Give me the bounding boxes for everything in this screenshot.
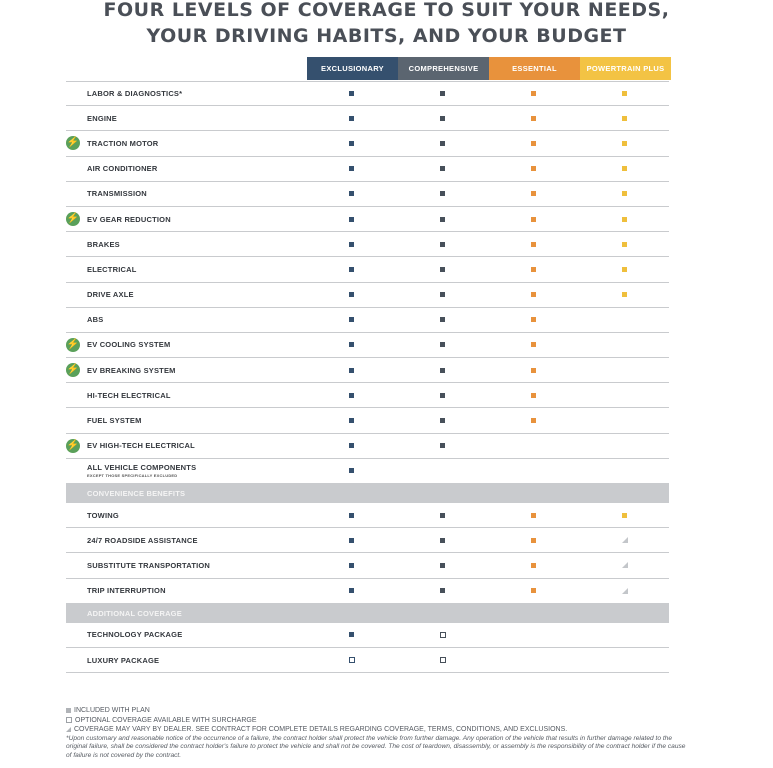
included-mark xyxy=(531,588,536,593)
included-mark xyxy=(622,267,627,272)
table-row xyxy=(66,106,669,131)
included-mark xyxy=(531,191,536,196)
table-row xyxy=(66,579,669,604)
included-mark xyxy=(531,141,536,146)
legend-dealer-text: COVERAGE MAY VARY BY DEALER. SEE CONTRACT FOR COMPLETE DETAILS REGARDING COVERAGE, TERMS, CONDITIONS, AND EXCLUSIONS. xyxy=(74,726,568,733)
included-mark xyxy=(440,217,445,222)
included-mark xyxy=(349,116,354,121)
table-row xyxy=(66,157,669,182)
included-mark xyxy=(349,538,354,543)
page-title xyxy=(0,0,773,49)
included-mark xyxy=(531,563,536,568)
included-mark xyxy=(531,292,536,297)
row-label xyxy=(87,257,137,281)
lightning-bolt-icon: ⚡ xyxy=(66,439,80,451)
row-label xyxy=(87,308,103,332)
section-label: CONVENIENCE BENEFITS xyxy=(87,489,186,498)
included-mark xyxy=(531,217,536,222)
row-label-text: LABOR & DIAGNOSTICS* xyxy=(87,89,183,99)
legend-optional-text: OPTIONAL COVERAGE AVAILABLE WITH SURCHARGE xyxy=(75,716,257,724)
included-mark xyxy=(349,563,354,568)
row-label xyxy=(87,648,159,672)
table-row xyxy=(66,283,669,308)
included-mark xyxy=(531,116,536,121)
row-label xyxy=(87,434,195,458)
legend-dealer xyxy=(66,725,686,735)
plan-header-powertrain-plus: POWERTRAIN PLUS xyxy=(580,57,671,80)
included-mark xyxy=(349,242,354,247)
row-label-text: FUEL SYSTEM xyxy=(87,416,142,426)
included-mark xyxy=(622,242,627,247)
row-label xyxy=(87,232,120,256)
included-mark xyxy=(349,368,354,373)
table-row xyxy=(66,648,669,673)
included-mark xyxy=(531,91,536,96)
row-label xyxy=(87,207,171,231)
included-mark xyxy=(531,242,536,247)
included-mark xyxy=(440,116,445,121)
included-mark xyxy=(622,141,627,146)
included-mark xyxy=(531,368,536,373)
lightning-bolt-icon: ⚡ xyxy=(66,338,80,350)
row-label xyxy=(87,553,210,577)
included-mark xyxy=(349,141,354,146)
row-label xyxy=(87,383,171,407)
included-mark xyxy=(349,588,354,593)
row-label xyxy=(87,358,176,382)
included-mark xyxy=(622,91,627,96)
included-mark xyxy=(440,242,445,247)
row-label-text: TOWING xyxy=(87,510,119,520)
included-mark xyxy=(440,317,445,322)
row-sublabel: EXCEPT THOSE SPECIFICALLY EXCLUDED xyxy=(87,473,178,479)
included-mark xyxy=(622,166,627,171)
table-row xyxy=(66,434,669,459)
included-mark xyxy=(440,443,445,448)
row-label xyxy=(87,503,119,527)
row-label xyxy=(87,408,142,432)
included-mark xyxy=(349,317,354,322)
included-mark xyxy=(440,342,445,347)
section-header xyxy=(66,484,669,503)
table-row xyxy=(66,257,669,282)
dealer-varies-mark xyxy=(622,562,628,568)
optional-mark xyxy=(440,632,446,638)
legend-included-text: INCLUDED WITH PLAN xyxy=(74,707,150,714)
row-label-text: EV HIGH-TECH ELECTRICAL xyxy=(87,441,195,451)
included-mark xyxy=(349,166,354,171)
row-label-text: EV GEAR REDUCTION xyxy=(87,214,171,224)
filled-square-icon xyxy=(66,708,71,713)
row-label xyxy=(87,182,147,206)
table-row xyxy=(66,383,669,408)
included-mark xyxy=(349,342,354,347)
included-mark xyxy=(531,393,536,398)
plan-header-comprehensive: COMPREHENSIVE xyxy=(398,57,489,80)
table-row xyxy=(66,333,669,358)
row-label-text: ALL VEHICLE COMPONENTS xyxy=(87,463,197,473)
row-label-text: HI-TECH ELECTRICAL xyxy=(87,390,171,400)
included-mark xyxy=(440,393,445,398)
included-mark xyxy=(622,116,627,121)
row-label xyxy=(87,459,196,483)
row-label-text: TRANSMISSION xyxy=(87,189,147,199)
title-line-1: FOUR LEVELS OF COVERAGE TO SUIT YOUR NEEDS, xyxy=(103,0,670,21)
coverage-table xyxy=(66,81,669,673)
table-row xyxy=(66,308,669,333)
triangle-icon xyxy=(66,727,71,732)
row-label-text: EV BREAKING SYSTEM xyxy=(87,365,176,375)
table-row xyxy=(66,207,669,232)
row-label-text: ENGINE xyxy=(87,113,117,123)
lightning-bolt-icon: ⚡ xyxy=(66,364,80,376)
table-row xyxy=(66,131,669,156)
row-label-text: LUXURY PACKAGE xyxy=(87,655,160,665)
included-mark xyxy=(531,538,536,543)
row-label xyxy=(87,131,158,155)
plan-header-exclusionary: EXCLUSIONARY xyxy=(307,57,398,80)
included-mark xyxy=(440,513,445,518)
included-mark xyxy=(440,166,445,171)
row-label-text: TRACTION MOTOR xyxy=(87,138,159,148)
row-label-text: ELECTRICAL xyxy=(87,264,137,274)
row-label-text: ABS xyxy=(87,315,104,325)
included-mark xyxy=(440,588,445,593)
included-mark xyxy=(440,538,445,543)
included-mark xyxy=(531,267,536,272)
included-mark xyxy=(622,292,627,297)
included-mark xyxy=(349,267,354,272)
included-mark xyxy=(622,191,627,196)
hollow-square-icon xyxy=(66,717,72,723)
included-mark xyxy=(440,191,445,196)
section-label: ADDITIONAL COVERAGE xyxy=(87,608,182,618)
row-label-text: BRAKES xyxy=(87,239,120,249)
row-label xyxy=(87,623,182,647)
row-label xyxy=(87,333,170,357)
included-mark xyxy=(440,91,445,96)
lightning-bolt-icon: ⚡ xyxy=(66,213,80,225)
section-header xyxy=(66,604,669,623)
included-mark xyxy=(531,513,536,518)
title-line-2: YOUR DRIVING HABITS, AND YOUR BUDGET xyxy=(146,25,627,47)
included-mark xyxy=(349,292,354,297)
included-mark xyxy=(349,513,354,518)
table-row xyxy=(66,623,669,648)
table-row xyxy=(66,232,669,257)
legend xyxy=(66,706,686,760)
table-row xyxy=(66,81,669,106)
included-mark xyxy=(349,393,354,398)
legend-included xyxy=(66,706,686,716)
included-mark xyxy=(531,342,536,347)
row-label-text: EV COOLING SYSTEM xyxy=(87,340,171,350)
included-mark xyxy=(440,267,445,272)
row-label xyxy=(87,82,182,105)
row-label-text: 24/7 ROADSIDE ASSISTANCE xyxy=(87,535,198,545)
included-mark xyxy=(349,191,354,196)
optional-mark xyxy=(440,657,446,663)
included-mark xyxy=(622,217,627,222)
row-label xyxy=(87,528,198,552)
row-label xyxy=(87,157,158,181)
optional-mark xyxy=(349,657,355,663)
row-label-text: SUBSTITUTE TRANSPORTATION xyxy=(87,560,211,570)
row-label xyxy=(87,283,134,307)
table-row xyxy=(66,358,669,383)
table-row xyxy=(66,503,669,528)
table-row xyxy=(66,528,669,553)
included-mark xyxy=(440,563,445,568)
lightning-bolt-icon: ⚡ xyxy=(66,137,80,149)
dealer-varies-mark xyxy=(622,537,628,543)
table-row xyxy=(66,459,669,484)
dealer-varies-mark xyxy=(622,588,628,594)
table-row xyxy=(66,182,669,207)
included-mark xyxy=(349,217,354,222)
included-mark xyxy=(531,317,536,322)
plan-header-essential: ESSENTIAL xyxy=(489,57,580,80)
row-label-text: TRIP INTERRUPTION xyxy=(87,586,166,596)
included-mark xyxy=(531,166,536,171)
included-mark xyxy=(349,443,354,448)
row-label-text: TECHNOLOGY PACKAGE xyxy=(87,630,183,640)
legend-optional xyxy=(66,716,686,726)
plan-headers xyxy=(307,57,671,80)
included-mark xyxy=(440,418,445,423)
included-mark xyxy=(349,632,354,637)
row-label-text: AIR CONDITIONER xyxy=(87,164,158,174)
included-mark xyxy=(440,292,445,297)
table-row xyxy=(66,408,669,433)
included-mark xyxy=(349,418,354,423)
table-row xyxy=(66,553,669,578)
row-label-text: DRIVE AXLE xyxy=(87,290,134,300)
included-mark xyxy=(440,141,445,146)
included-mark xyxy=(349,91,354,96)
included-mark xyxy=(622,513,627,518)
row-label xyxy=(87,579,166,603)
footnote: *Upon customary and reasonable notice of the occurrence of a failure, the contract holder shall protect the vehicle from further damage. Any operation of the vehicle that results in further damage related to the original failure, shall be considered the contract holder's failure to protect the vehicle and shall not be covered. The cost of teardown, disassembly, or assembly is the responsibility of the contract holder if the cause of failure is not covered by the contract. xyxy=(66,734,686,759)
included-mark xyxy=(349,468,354,473)
included-mark xyxy=(531,418,536,423)
included-mark xyxy=(440,368,445,373)
row-label xyxy=(87,106,117,130)
